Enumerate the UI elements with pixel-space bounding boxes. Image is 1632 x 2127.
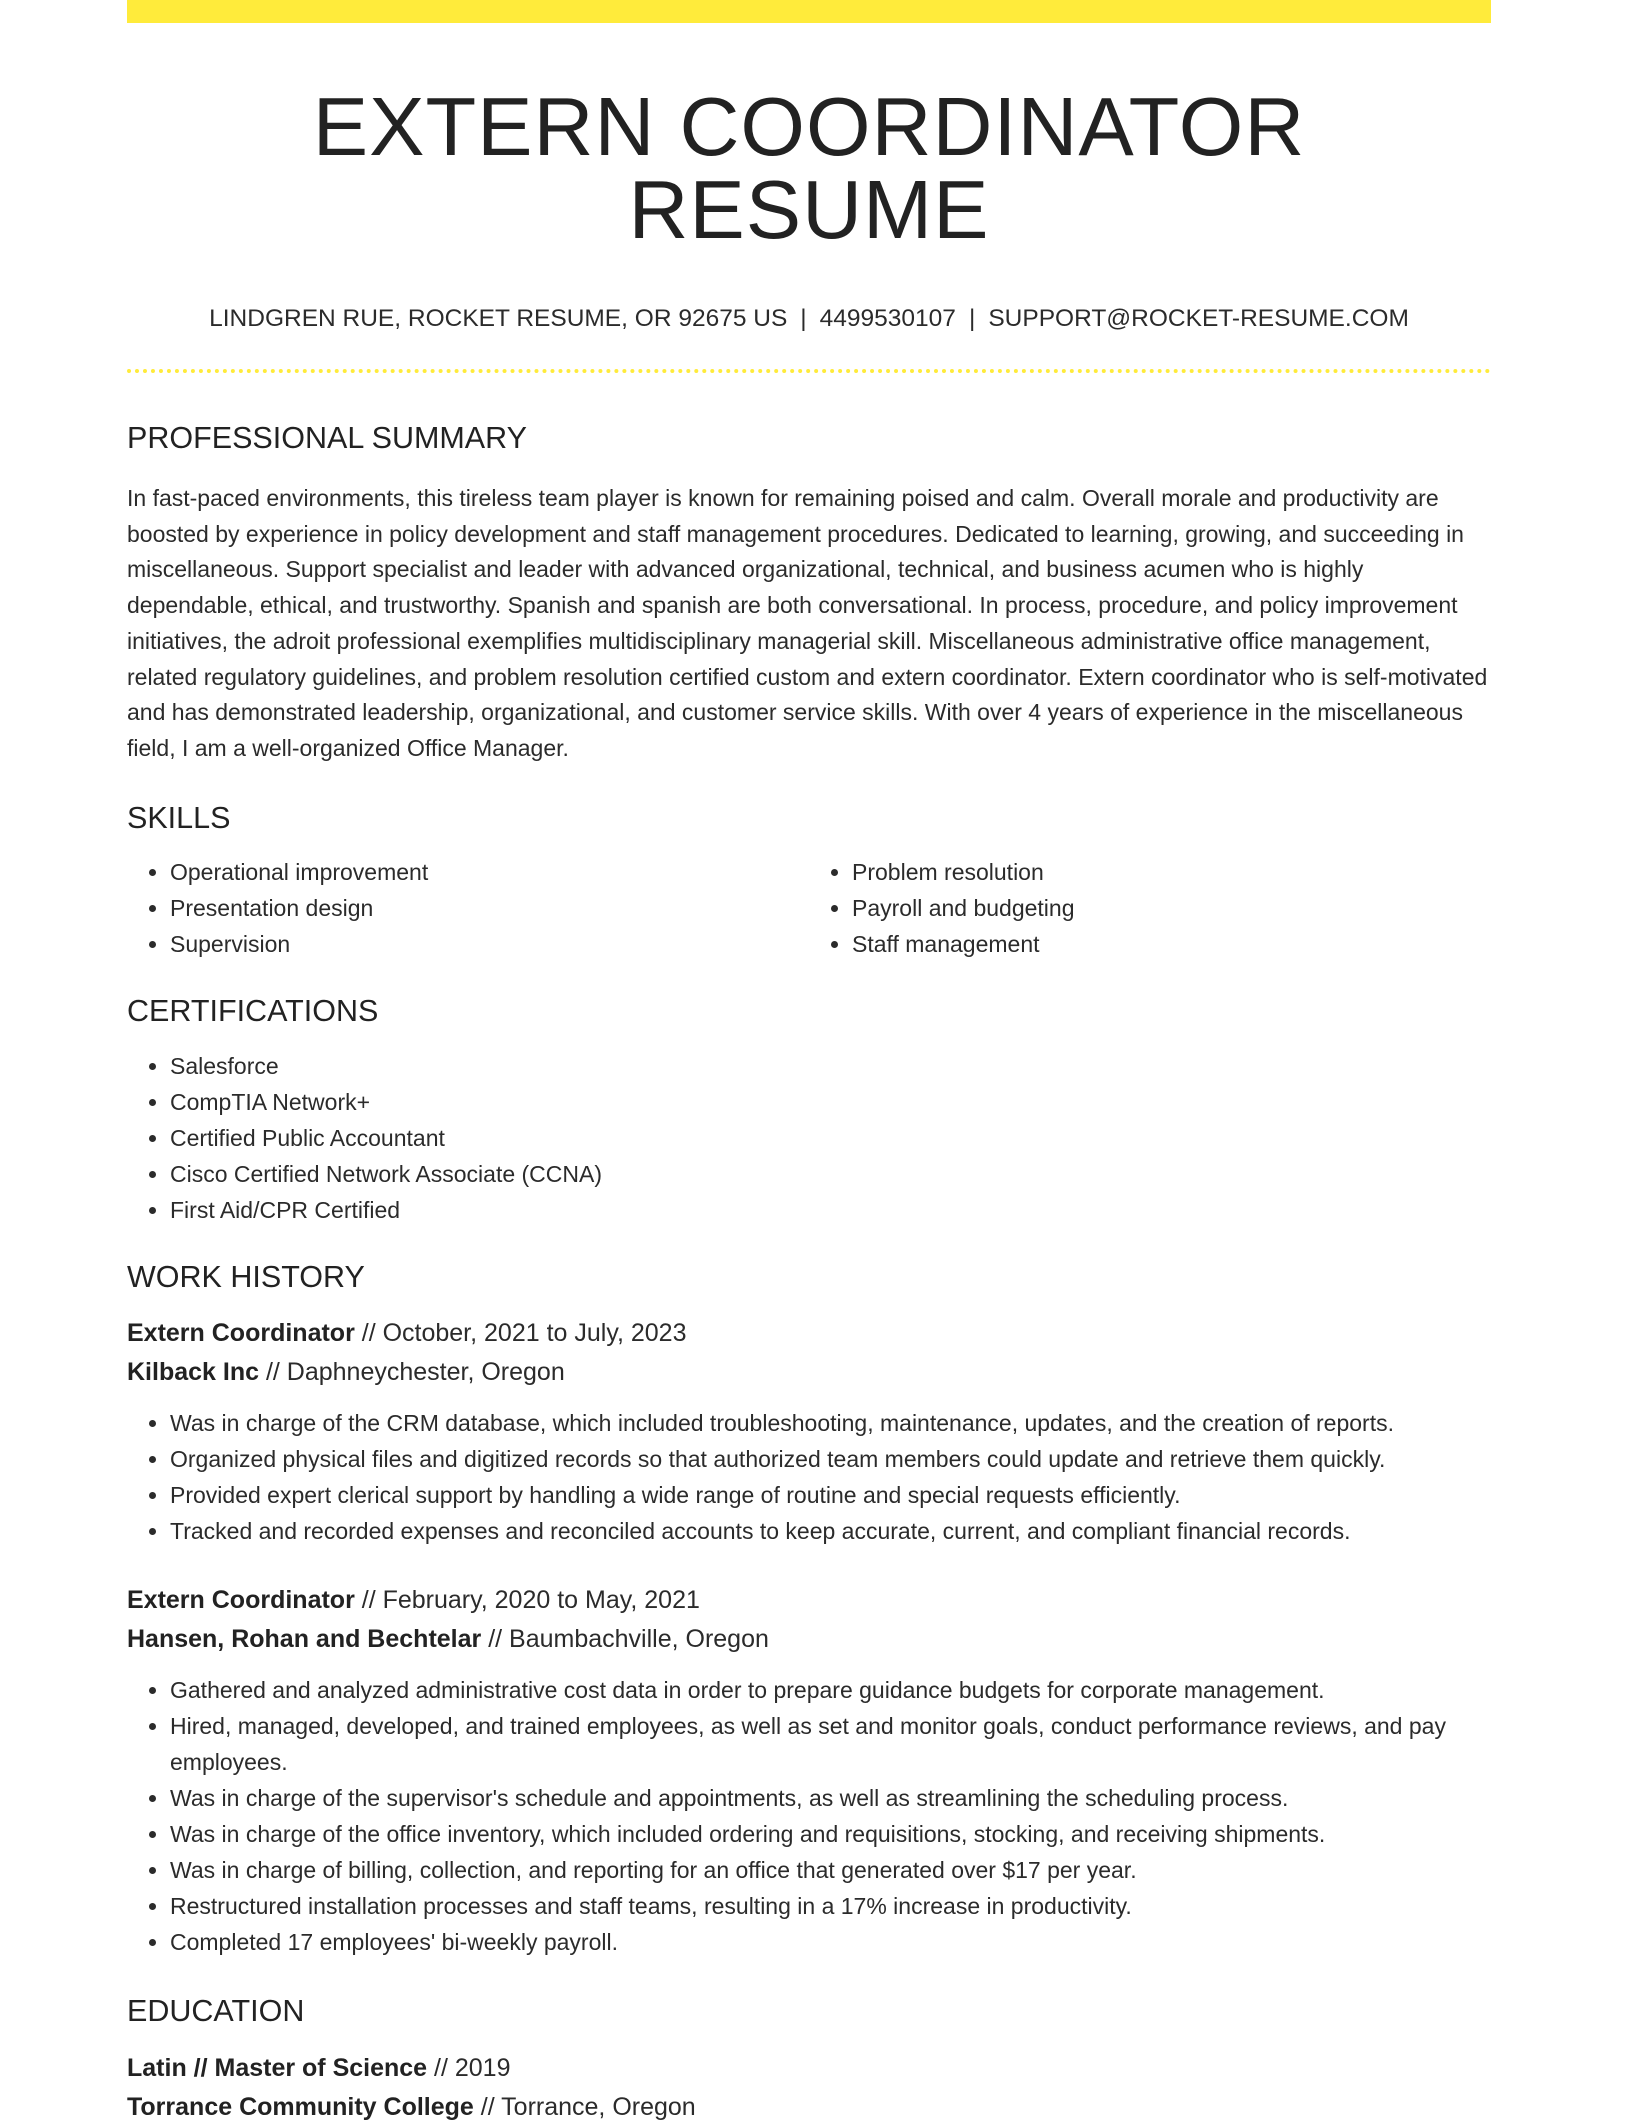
job-dates: // October, 2021 to July, 2023: [354, 1319, 687, 1348]
resume-title: EXTERN COORDINATOR RESUME: [312, 80, 1306, 256]
skill-item: • Staff management: [852, 926, 1491, 962]
job-company: Kilback Inc: [127, 1358, 259, 1387]
job-role: Extern Coordinator: [127, 1586, 355, 1615]
skills-list: [127, 854, 1491, 962]
job-location: // Baumbachville, Oregon: [481, 1625, 769, 1654]
job-bullet: • Hired, managed, developed, and trained employees, as well as set and monitor goals, conduct performance reviews, and pay employees.: [170, 1708, 1491, 1780]
job-bullet: • Was in charge of billing, collection, and reporting for an office that generated over $17 per year.: [170, 1852, 1491, 1888]
education-degree: Latin // Master of Science: [127, 2053, 428, 2082]
certifications-list: [127, 1048, 1491, 1228]
job-company-line: [127, 1620, 1491, 1659]
contact-separator: |: [800, 305, 807, 332]
dotted-divider: [127, 369, 1491, 373]
summary-text: In fast-paced environments, this tireless team player is known for remaining poised and calm. Overall morale and productivity are boosted by experience in policy development and staff management procedures. Dedicated to learning, growing, and succeeding in miscellaneous. Support specialist and leader with advanced organizational, technical, and business acumen who is highly dependable, ethical, and trustworthy. Spanish and spanish are both conversational. In process, procedure, and policy improvement initiatives, the adroit professional exemplifies multidisciplinary managerial skill. Miscellaneous administrative office management, related regulatory guidelines, and problem resolution certified custom and extern coordinator. Extern coordinator who is self-motivated and has demonstrated leadership, organizational, and customer service skills. With over 4 years of experience in the miscellaneous field, I am a well-organized Office Manager.: [127, 485, 1488, 761]
skills-heading: SKILLS: [127, 800, 231, 835]
work-history-heading: WORK HISTORY: [127, 1259, 365, 1294]
education-heading: EDUCATION: [127, 1994, 305, 2029]
job-location: // Daphneychester, Oregon: [259, 1358, 565, 1387]
job-bullet: • Completed 17 employees' bi-weekly payroll.: [170, 1924, 1491, 1960]
job-title-line: [127, 1314, 1491, 1353]
skill-item: • Problem resolution: [852, 854, 1491, 890]
job-bullet: • Provided expert clerical support by handling a wide range of routine and special requests efficiently.: [170, 1477, 1491, 1513]
job-bullet-list: [127, 1672, 1491, 1960]
certification-item: • CompTIA Network+: [170, 1084, 1491, 1120]
job-bullet: • Gathered and analyzed administrative cost data in order to prepare guidance budgets for corporate management.: [170, 1672, 1491, 1708]
contact-separator: |: [968, 305, 976, 332]
job-company: Hansen, Rohan and Bechtelar: [127, 1625, 482, 1654]
skill-item: • Presentation design: [170, 890, 809, 926]
certification-item: • Salesforce: [170, 1048, 1491, 1084]
certification-item: • Certified Public Accountant: [170, 1120, 1491, 1156]
job-title-line: [127, 1581, 1491, 1620]
job-bullet: • Was in charge of the CRM database, which included troubleshooting, maintenance, updates, and the creation of reports.: [170, 1405, 1491, 1441]
education-location: // Torrance, Oregon: [473, 2092, 696, 2121]
education-school: Torrance Community College: [127, 2092, 474, 2121]
certification-item: • Cisco Certified Network Associate (CCNA): [170, 1156, 1491, 1192]
job-bullet: • Was in charge of the supervisor's schedule and appointments, as well as streamlining the scheduling process.: [170, 1780, 1491, 1816]
skills-column-right: [809, 854, 1491, 962]
resume-page: [127, 0, 1491, 2127]
job-company-line: [127, 1353, 1491, 1392]
contact-address: LINDGREN RUE, ROCKET RESUME, OR 92675 US: [209, 305, 788, 332]
contact-email: SUPPORT@ROCKET-RESUME.COM: [988, 305, 1409, 332]
job-bullet: • Organized physical files and digitized records so that authorized team members could update and retrieve them quickly.: [170, 1441, 1491, 1477]
education-year: // 2019: [427, 2053, 511, 2082]
job-dates: // February, 2020 to May, 2021: [354, 1586, 700, 1615]
certification-item: • First Aid/CPR Certified: [170, 1192, 1491, 1228]
education-degree-line: [127, 2049, 1491, 2088]
summary-heading: PROFESSIONAL SUMMARY: [127, 420, 527, 455]
skills-column-left: [127, 854, 809, 962]
skill-item: • Payroll and budgeting: [852, 890, 1491, 926]
job-bullet-list: [127, 1405, 1491, 1549]
job-role: Extern Coordinator: [127, 1319, 355, 1348]
contact-line: [127, 307, 1491, 332]
education-school-line: [127, 2088, 1491, 2127]
certifications-heading: CERTIFICATIONS: [127, 994, 379, 1029]
job-bullet: • Was in charge of the office inventory, which included ordering and requisitions, stocking, and receiving shipments.: [170, 1816, 1491, 1852]
job-bullet: • Tracked and recorded expenses and reconciled accounts to keep accurate, current, and compliant financial records.: [170, 1513, 1491, 1549]
skill-item: • Supervision: [170, 926, 809, 962]
job-bullet: • Restructured installation processes and staff teams, resulting in a 17% increase in productivity.: [170, 1888, 1491, 1924]
contact-phone: 4499530107: [819, 305, 956, 332]
skill-item: • Operational improvement: [170, 854, 809, 890]
accent-bar: [127, 0, 1491, 23]
